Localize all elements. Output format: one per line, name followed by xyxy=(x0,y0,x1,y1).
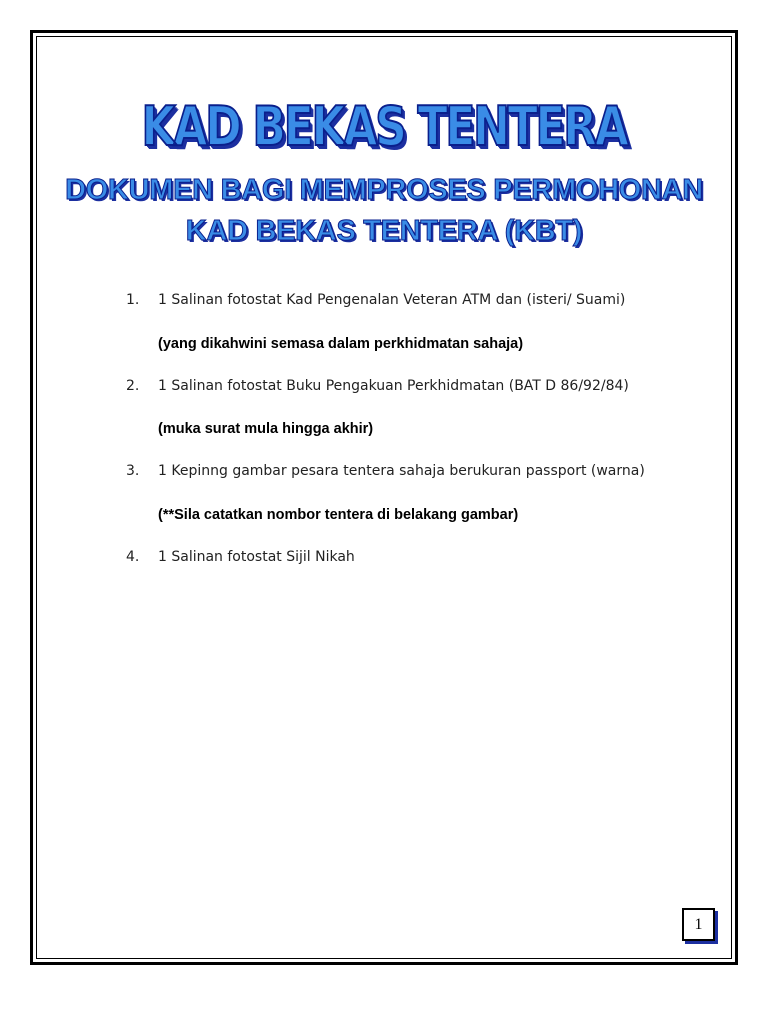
list-item-note-1: (yang dikahwini semasa dalam perkhidmatan sahaja) xyxy=(158,336,524,352)
subtitle-line-1: DOKUMEN BAGI MEMPROSES PERMOHONAN xyxy=(65,174,703,206)
list-item-number: 2. xyxy=(126,378,140,394)
list-item-note-3: (**Sila catatkan nombor tentera di belakang gambar) xyxy=(158,507,519,523)
list-item-1 xyxy=(126,292,625,308)
list-item-4 xyxy=(126,549,355,565)
list-item-2 xyxy=(126,378,629,394)
subtitle-line-2: KAD BEKAS TENTERA (KBT) xyxy=(185,215,583,247)
list-item-text: 1 Salinan fotostat Kad Pengenalan Veteran ATM dan (isteri/ Suami) xyxy=(158,292,626,308)
main-title: KAD BEKAS TENTERA xyxy=(141,95,627,158)
list-item-text: 1 Kepinng gambar pesara tentera sahaja berukuran passport (warna) xyxy=(158,463,645,479)
list-item-text: 1 Salinan fotostat Sijil Nikah xyxy=(158,549,355,565)
list-item-note-2: (muka surat mula hingga akhir) xyxy=(158,421,374,437)
list-item-text: 1 Salinan fotostat Buku Pengakuan Perkhidmatan (BAT D 86/92/84) xyxy=(158,378,629,394)
list-item-number: 1. xyxy=(126,292,140,308)
list-item-3 xyxy=(126,463,645,479)
list-item-number: 4. xyxy=(126,549,140,565)
list-item-number: 3. xyxy=(126,463,140,479)
page-number: 1 xyxy=(682,908,715,941)
